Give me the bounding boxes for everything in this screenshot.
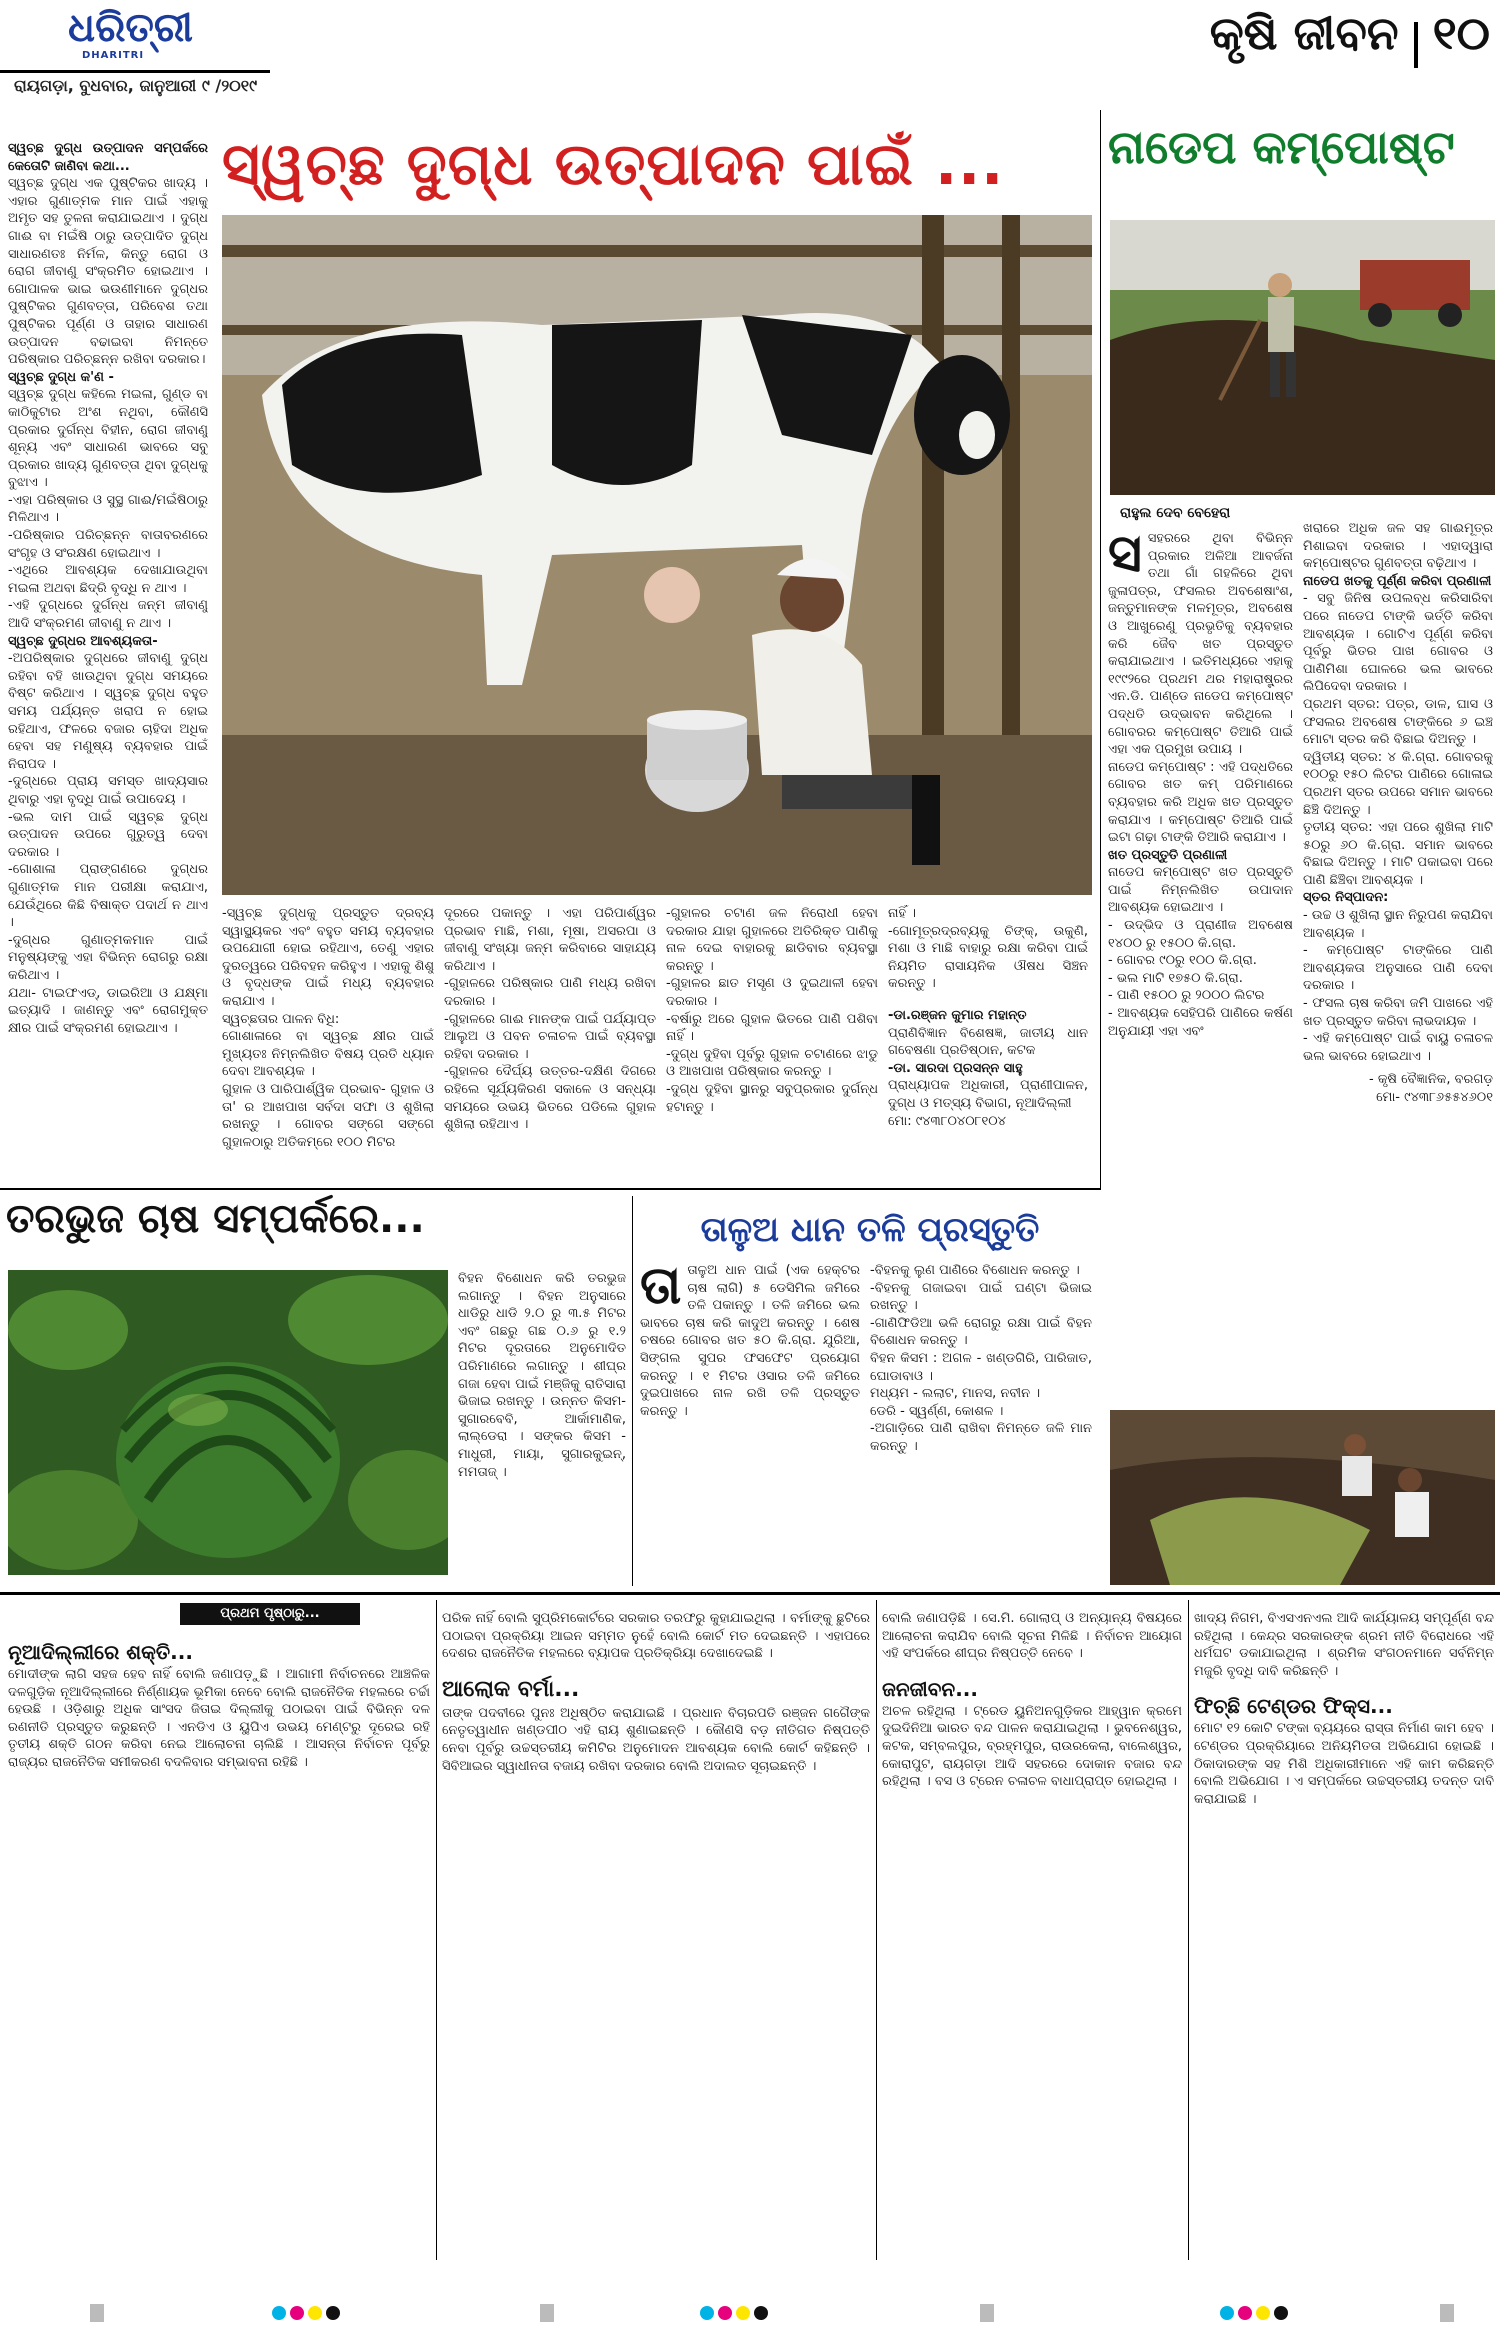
milk-paragraph: -ପରିଷ୍କାର ପରିଚ୍ଛନ୍ନ ବାତାବରଣରେ ସଂଗୃହ ଓ ସଂରକ୍ଷଣ ହୋଇଥାଏ । [8, 528, 208, 561]
milk-paragraph: -ଗୋଶାଳା ପ୍ରାଙ୍ଗଣରେ ଦୁଗ୍ଧର ଗୁଣାତ୍ମକ ମାନ ପରୀକ୍ଷା କରାଯାଏ, ଯେଉଁଥିରେ କିଛି ବିଷାକ୍ତ ପଦାର୍ଥ ନ ଥାଏ । [8, 862, 208, 931]
compost-subheading: ନାଡେପ ଖତକୁ ପୂର୍ଣ୍ଣ କରିବା ପ୍ରଣାଳୀ [1303, 573, 1492, 589]
milk-bottom-column-3: -ଗୁହାଳର ଚଟାଣ ଜଳ ନିରୋଧୀ ହେବା ଦରକାର ଯାହା ଗୁହାଳରେ ଅତିରିକ୍ତ ପାଣିକୁ ନାଳ ଦେଇ ବାହାରକୁ ଛାଡିବାର ବ୍ୟବସ୍ଥା କରନ୍ତୁ । -ଗୁହାଳର ଛାତ ମସୃଣ ଓ ଦୁଇଥାଳୀ ହେବା ଦରକାର । -ବର୍ଷାରୁ ଅରେ ଗୁହାଳ ଭିତରେ ପାଣି ପଶିବା ନାହିଁ । -ଦୁଗ୍ଧ ଦୁହିବା ପୂର୍ବରୁ ଗୁହାଳ ଚଟାଣରେ ଝାଡୁ ଓ ଆଖପାଖ ପରିଷ୍କାର କରନ୍ତୁ । -ଦୁଗ୍ଧ ଦୁହିବା ସ୍ଥାନରୁ ସବୁପ୍ରକାର ଦୁର୍ଗନ୍ଧ ହଟାନ୍ତୁ । [666, 906, 878, 1115]
milk-subheading: ସ୍ୱଚ୍ଛ ଦୁଗ୍ଧର ଆବଶ୍ୟକତା- [8, 633, 158, 649]
compost-paragraph: ସହରରେ ଥିବା ବିଭିନ୍ନ ପ୍ରକାର ଅଳିଆ ଆବର୍ଜନା ତଥା ଗାଁ ଗହଳିରେ ଥିବା ଜୁଳାପତ୍ର, ଫସଲର ଅବଶେଷାଂଶ, ଜନ୍ତୁମାନଙ୍କ ମଳମୂତ୍ର, ଅବଶେଷ ଓ ଆଖୁରେଣୁ ପ୍ରଭୃତିକୁ ବ୍ୟବହାର କରି ଜୈବ ଖତ ପ୍ରସ୍ତୁତ କରାଯାଇଥାଏ । ଇତିମଧ୍ୟରେ ଏହାକୁ ୧୯୯୨ରେ ପ୍ରଥମ ଥର ମହାରାଷ୍ଟ୍ରର ଏନ.ଡି. ପାଣ୍ଡେ ନାଡେପ କମ୍ପୋଷ୍ଟ ପଦ୍ଧତି ଉଦ୍ଭାବନ କରିଥିଲେ । ଗୋବରର କମ୍ପୋଷ୍ଟ ତିଆରି ପାଇଁ ଏହା ଏକ ପ୍ରମୁଖ ଉପାୟ । [1108, 531, 1293, 758]
paddy-column-2: -ବିହନକୁ ଲୁଣ ପାଣିରେ ବିଶୋଧନ କରନ୍ତୁ । -ବିହନକୁ ଗଜାଇବା ପାଇଁ ଘଣ୍ଟା ଭିଜାଇ ରଖନ୍ତୁ । -ଗାଣିଫିଡିଆ ଭଳି ରୋଗରୁ ରକ୍ଷା ପାଇଁ ବିହନ ବିଶୋଧନ କରନ୍ତୁ । ବିହନ କିସମ : ଅଗଳ - ଖଣ୍ଡଗିରି, ପାରିଜାତ, ଘୋଡାବାଓ । ମଧ୍ୟମ - ଲଲାଟ, ମାନସ, ନବୀନ । ଡେରି - ସ୍ୱର୍ଣ୍ଣ, କୋଶଳ । -ଅଗାଡ଼ିରେ ପାଣି ରାଖିବା ନିମନ୍ତେ ଜଳି ମାନ କରନ୍ତୁ । [870, 1263, 1092, 1454]
author-role: ପ୍ରାଣିବିଜ୍ଞାନ ବିଶେଷଜ୍ଞ, ଜାତୀୟ ଧାନ ଗବେଷଣା ପ୍ରତିଷ୍ଠାନ, କଟକ [888, 1025, 1088, 1059]
cyan-swatch [700, 2306, 714, 2320]
column-divider [632, 1196, 633, 1586]
story-title: ନୂଆଦିଲ୍ଲୀରେ ଶକ୍ତି... [8, 1640, 193, 1664]
section-rule [0, 1188, 1100, 1190]
milk-paragraph: -ଦୁଗ୍ଧର ଗୁଣାତ୍ମକମାନ ପାଇଁ ମନୁଷ୍ୟଙ୍କୁ ଏହା ବିଭିନ୍ନ ରୋଗରୁ ରକ୍ଷା କରିଥାଏ । [8, 932, 208, 983]
compost-pit-illustration [1110, 1410, 1495, 1585]
compost-credit: - କୃଷି ବୈଜ୍ଞାନିକ, ବରଗଡ଼ [1369, 1072, 1493, 1088]
story-paragraph: ଖାଦ୍ୟ ନିଗମ, ବିଏସଏନଏଲ ଆଦି କାର୍ଯ୍ୟାଳୟ ସମ୍ପୂର୍ଣ୍ଣ ବନ୍ଦ ରହିଥିଲା । କେନ୍ଦ୍ର ସରକାରଙ୍କ ଶ୍ରମ ନୀତି ବିରୋଧରେ ଏହି ଧର୍ମଘଟ ଡକାଯାଇଥିଲା । ଶ୍ରମିକ ସଂଗଠନମାନେ ସର୍ବନିମ୍ନ ମଜୁରି ବୃଦ୍ଧି ଦାବି କରିଛନ୍ତି । [1194, 1611, 1494, 1679]
lower-column-1 [8, 1638, 430, 2250]
milk-headline: ସ୍ୱଚ୍ଛ ଦୁଗ୍ଧ ଉତ୍ପାଦନ ପାଇଁ ... [222, 130, 1005, 198]
compost-subheading: ଖତ ପ୍ରସ୍ତୁତି ପ୍ରଣାଳୀ [1108, 847, 1228, 863]
milk-subheading: ସ୍ୱଚ୍ଛ ଦୁଗ୍ଧ କ'ଣ - [8, 369, 114, 385]
logo-subtitle: DHARITRI [82, 50, 145, 61]
column-divider [1188, 1600, 1189, 2260]
cyan-swatch [272, 2306, 286, 2320]
milk-paragraph: -ଏହି ଦୁଗ୍ଧରେ ଦୁର୍ଗନ୍ଧ ଜନ୍ମ ଜୀବାଣୁ ଆଦି ସଂକ୍ରମଣ ଜୀବାଣୁ ନ ଥାଏ । [8, 598, 208, 632]
section-divider [1414, 22, 1418, 68]
cow-milking-illustration [222, 215, 1092, 895]
author-credit: -ଡା.ରଞ୍ଜନ କୁମାର ମହାନ୍ତ [888, 1007, 1027, 1023]
paddy-paragraph: ତାଳୁଅ ଧାନ ପାଇଁ (ଏକ ହେକ୍ଟର ଚାଷ ଲାଗି) ୫ ଡେସିମିଲ ଜମିରେ ତଳି ପକାନ୍ତୁ । ତଳି ଜମିରେ ଭଲ ଭାବରେ ଚାଷ କରି କାଦୁଅ କରନ୍ତୁ । ଶେଷ ଚଷରେ ଗୋବର ଖତ ୫୦ କି.ଗ୍ରା. ଯୁରିଆ, ସିଙ୍ଗଲ ସୁପର ଫସଫେଟ ପ୍ରୟୋଗ କରନ୍ତୁ । ୧ ମିଟର ଓସାର ତଳି ଜମିରେ ଦୁଇପାଖରେ ନାଳ ରଖି ତଳି ପ୍ରସ୍ତୁତ କରନ୍ତୁ । [640, 1263, 860, 1419]
milk-paragraph: ସ୍ୱଚ୍ଛ ଦୁଗ୍ଧ କହିଲେ ମଇଳା, ଗୁଣ୍ଡ ବା କାଠିକୁଟାର ଅଂଶ ନଥିବା, କୌଣସି ପ୍ରକାର ଦୁର୍ଗନ୍ଧ ବିହୀନ, ରୋଗ ଜୀବାଣୁ ଶୂନ୍ୟ ଏବଂ ସାଧାରଣ ଭାବରେ ସବୁ ପ୍ରକାର ଖାଦ୍ୟ ଗୁଣବତ୍ତା ଥିବା ଦୁଗ୍ଧକୁ ବୁଝାଏ । [8, 387, 208, 491]
black-swatch [1274, 2306, 1288, 2320]
yellow-swatch [1256, 2306, 1270, 2320]
milk-paragraph: -ଦୁଗ୍ଧରେ ପ୍ରାୟ ସମସ୍ତ ଖାଦ୍ୟସାର ଥିବାରୁ ଏହା ବୃଦ୍ଧି ପାଇଁ ଉପାଦେୟ । [8, 774, 208, 807]
masthead-rule [0, 70, 270, 73]
milk-paragraph: -ଏଥିରେ ଆବଶ୍ୟକ ଦେଖାଯାଉଥିବା ମଇଳା ଅଥବା ଛିଦ୍ରି ବୃଦ୍ଧି ନ ଥାଏ । [8, 563, 208, 596]
masthead [0, 0, 1500, 100]
logo [68, 6, 228, 62]
yellow-swatch [308, 2306, 322, 2320]
continued-label: ପ୍ରଥମ ପୃଷ୍ଠାରୁ... [180, 1603, 360, 1625]
section-name: କୃଷି ଜୀବନ [1209, 6, 1399, 60]
magenta-swatch [1238, 2306, 1252, 2320]
watermelon-illustration [8, 1270, 448, 1575]
magenta-swatch [718, 2306, 732, 2320]
black-swatch [326, 2306, 340, 2320]
milk-paragraph: ସ୍ୱଚ୍ଛ ଦୁଗ୍ଧ ଏକ ପୁଷ୍ଟିକର ଖାଦ୍ୟ । ଏହାର ଗୁଣାତ୍ମକ ମାନ ପାଇଁ ଏହାକୁ ଅମୃତ ସହ ତୁଳନା କରାଯାଇଥାଏ । ଦୁଗ୍ଧ ଗାଈ ବା ମଇଁଷି ଠାରୁ ଉତ୍ପାଦିତ ଦୁଗ୍ଧ ସାଧାରଣତଃ ନିର୍ମଳ, କିନ୍ତୁ ରୋଗ ଓ ରୋଗ ଜୀବାଣୁ ସଂକ୍ରମିତ ହୋଇଥାଏ । ଗୋପାଳକ ଭାଇ ଭଉଣୀମାନେ ଦୁଗ୍ଧର ପୁଷ୍ଟିକର ଗୁଣବତ୍ତା, ପରିବେଶ ତଥା ପୁଷ୍ଟିକର ପୂର୍ଣ୍ଣ ଓ ତାହାର ସାଧାରଣ ଉତ୍ପାଦନ ବଢାଇବା ନିମନ୍ତେ ପରିଷ୍କାର ପରିଚ୍ଛନ୍ନ ରଖିବା ଦରକାର। [8, 176, 208, 368]
milk-paragraph: ଯଥା- ଟାଇଫଏଡ୍, ଡାଇରିଆ ଓ ଯକ୍ଷ୍ମା ଇତ୍ୟାଦି । ଜାଣନ୍ତୁ ଏବଂ ରୋଗମୁକ୍ତ କ୍ଷୀର ପାଇଁ ସଂକ୍ରମଣ ହୋଇଥାଏ । [8, 985, 208, 1036]
watermelon-photo [8, 1270, 448, 1575]
milk-paragraph: ନାହିଁ । -ଗୋମୂତ୍ରଦ୍ରବ୍ୟକୁ ଚିଙ୍କ୍, ଉକୁଣି, ମଶା ଓ ମାଛି ବାହାରୁ ରକ୍ଷା କରିବା ପାଇଁ ନିୟମିତ ରାସାୟନିକ ଔଷଧ ସିଞ୍ଚନ କରନ୍ତୁ । [888, 906, 1088, 992]
compost-subheading: ସ୍ତର ନିସ୍ପାଦନ: [1303, 890, 1389, 906]
story-title: ଜନଜୀବନ... [882, 1676, 978, 1701]
dropcap: ସ [1108, 530, 1142, 584]
compost-paragraph: ଖରାରେ ଅଧିକ ଜଳ ସହ ଗାଈମୂତ୍ର ମିଶାଇବା ଦରକାର । ଏହାଦ୍ୱାରା କମ୍ପୋଷ୍ଟର ଗୁଣବତ୍ତା ବଢ଼ିଥାଏ । [1303, 521, 1493, 572]
compost-paragraph: - ଏହି କମ୍ପୋଷ୍ଟ ପାଇଁ ବାୟୁ ଚଳାଚଳ ଭଲ ଭାବରେ ହୋଇଥାଏ । [1303, 1031, 1493, 1064]
compost-paragraph: - ଉଚ୍ଚ ଓ ଶୁଖିଲା ସ୍ଥାନ ନିରୁପଣ କରାଯିବା ଆବଶ୍ୟକ । [1303, 908, 1493, 941]
paddy-column-1 [640, 1262, 860, 1582]
compost-photo [1110, 220, 1495, 495]
compost-paragraph: ନାଡେପ କମ୍ପୋଷ୍ଟ ଖତ ପ୍ରସ୍ତୁତି ପାଇଁ ନିମ୍ନଲିଖିତ ଉପାଦାନ ଆବଶ୍ୟକ ହୋଇଥାଏ । [1108, 865, 1293, 916]
compost-paragraph: - ଭଲ ମାଟି ୧୭୫୦ କି.ଗ୍ରା. [1108, 970, 1243, 986]
column-divider [1100, 110, 1101, 1190]
compost-paragraph: - ପାଣି ୧୫୦୦ ରୁ ୨୦୦୦ ଲିଟର [1108, 988, 1265, 1004]
compost-paragraph: ନାଡେପ କମ୍ପୋଷ୍ଟ : ଏହି ପଦ୍ଧତିରେ ଗୋବର ଖତ କମ୍ ପରିମାଣରେ ବ୍ୟବହାର କରି ଅଧିକ ଖତ ପ୍ରସ୍ତୁତ କରାଯାଏ । କମ୍ପୋଷ୍ଟ ତିଆରି ପାଇଁ ଇଟା ଗଢ଼ା ଟାଙ୍କି ତିଆରି କରାଯାଏ । [1108, 759, 1293, 846]
story-paragraph: ବୋଲି ଜଣାପଡ଼ିଛି । ସେ.ମି. ଗୋଲାପ୍ ଓ ଅନ୍ୟାନ୍ୟ ବିଷୟରେ ଆଲୋଚନା କରାଯିବ ବୋଲି ସୂଚନା ମିଳିଛି । ନିର୍ବାଚନ ଆୟୋଗ ଏହି ସଂପର୍କରେ ଶୀଘ୍ର ନିଷ୍ପତ୍ତି ନେବେ । [882, 1611, 1182, 1662]
compost-headline: ନାଡେପ କମ୍ପୋଷ୍ଟ [1108, 120, 1455, 174]
story-paragraph: ତାଙ୍କ ପଦବୀରେ ପୁନଃ ଅଧିଷ୍ଠିତ କରାଯାଇଛି । ପ୍ରଧାନ ବିଚାରପତି ରଞ୍ଜନ ଗଗୈଙ୍କ ନେତୃତ୍ୱାଧୀନ ଖଣ୍ଡପୀଠ ଏହି ରାୟ ଶୁଣାଇଛନ୍ତି । କୌଣସି ବଡ଼ ନୀତିଗତ ନିଷ୍ପତ୍ତି ନେବା ପୂର୍ବରୁ ଉଚ୍ଚସ୍ତରୀୟ କମିଟିର ଅନୁମୋଦନ ଆବଶ୍ୟକ ବୋଲି କୋର୍ଟ କହିଛନ୍ତି । ସିବିଆଇର ସ୍ୱାଧୀନତା ବଜାୟ ରଖିବା ଦରକାର ବୋଲି ଅଦାଲତ ସୂଚାଇଛନ୍ତି । [442, 1705, 870, 1774]
compost-photo-2 [1110, 1410, 1495, 1585]
compost-phone: ମୋ- ୯୪୩୮୬୫୫୪୬୦୧ [1376, 1090, 1493, 1105]
gray-block [1440, 2304, 1454, 2322]
author-phone: ମୋ: ୯୪୩୮୦୪୦୮୧୦୪ [888, 1113, 1006, 1129]
milk-bottom-column-4 [888, 905, 1088, 1175]
milk-intro-heading: ସ୍ୱଚ୍ଛ ଦୁଗ୍ଧ ଉତ୍ପାଦନ ସମ୍ପର୍କରେ କେତୋଟି ଜାଣିବା କଥା... [8, 141, 208, 174]
author-credit: -ଡା. ସାରଦା ପ୍ରସନ୍ନ ସାହୁ [888, 1060, 1023, 1076]
section-title [1140, 6, 1490, 76]
milk-bottom-column-2: ଦୂରରେ ପକାନ୍ତୁ । ଏହା ପରିପାର୍ଶ୍ୱର ପ୍ରଭାବ ମାଛି, ମଶା, ମୂଷା, ଅସରପା ଓ ଜୀବାଣୁ ସଂଖ୍ୟା ଜନ୍ମ କରିବାରେ ସାହାଯ୍ୟ କରିଥାଏ । -ଗୁହାଳରେ ପରିଷ୍କାର ପାଣି ମଧ୍ୟ ରଖିବା ଦରକାର । -ଗୁହାଳରେ ଗାଈ ମାନଙ୍କ ପାଇଁ ପର୍ଯ୍ୟାପ୍ତ ଆଲୁଅ ଓ ପବନ ଚଳାଚଳ ପାଇଁ ବ୍ୟବସ୍ଥା ରହିବା ଦରକାର । -ଗୁହାଳର ଦୈର୍ଘ୍ୟ ଉତ୍ତର-ଦକ୍ଷିଣ ଦିଗରେ ରହିଲେ ସୂର୍ଯ୍ୟକିରଣ ସକାଳେ ଓ ସନ୍ଧ୍ୟା ସମୟରେ ଉଭୟ ଭିତରେ ପଡିଲେ ଗୁହାଳ ଶୁଖିଲା ରହିଥାଏ । [444, 906, 656, 1133]
compost-illustration [1110, 220, 1495, 495]
paddy-headline: ତାଳୁଅ ଧାନ ତଳି ପ୍ରସ୍ତୁତି [700, 1210, 1040, 1250]
story-paragraph: ମୋଦୀଙ୍କ ଲାଗି ସହଜ ହେବ ନାହିଁ ବୋଲି ଜଣାପଡ଼ୁଛି । ଆଗାମୀ ନିର୍ବାଚନରେ ଆଞ୍ଚଳିକ ଦଳଗୁଡ଼ିକ ନୂଆଦିଲ୍ଲୀରେ ନିର୍ଣ୍ଣାୟକ ଭୂମିକା ନେବେ ବୋଲି ରାଜନୈତିକ ମହଲରେ ଚର୍ଚ୍ଚା ହେଉଛି । ଓଡ଼ିଶାରୁ ଅଧିକ ସାଂସଦ ଜିତାଇ ଦିଲ୍ଲୀକୁ ପଠାଇବା ପାଇଁ ବିଭିନ୍ନ ଦଳ ରଣନୀତି ପ୍ରସ୍ତୁତ କରୁଛନ୍ତି । ଏନଡିଏ ଓ ୟୁପିଏ ଉଭୟ ମେଣ୍ଟରୁ ଦୂରେଇ ରହି ତୃତୀୟ ଶକ୍ତି ଗଠନ କରିବା ନେଇ ଆଲୋଚନା ଚାଲିଛି । ଆସନ୍ତା ନିର୍ବାଚନ ପୂର୍ବରୁ ରାଜ୍ୟର ରାଜନୈତିକ ସମୀକରଣ ବଦଳିବାର ସମ୍ଭାବନା ରହିଛି । [8, 1667, 430, 1770]
dropcap: ତା [640, 1262, 682, 1316]
milk-bottom-column-1: -ସ୍ୱଚ୍ଛ ଦୁଗ୍ଧକୁ ପ୍ରସ୍ତୁତ ଦ୍ରବ୍ୟ ସ୍ୱାସ୍ଥ୍ୟକର ଏବଂ ବହୁତ ସମୟ ବ୍ୟବହାର ଉପଯୋଗୀ ହୋଇ ରହିଥାଏ, ତେଣୁ ଏହାର ଦୁରତ୍ୱରେ ପରିବହନ କରିହୁଏ । ଏହାକୁ ଶିଶୁ ଓ ବୃଦ୍ଧଙ୍କ ପାଇଁ ମଧ୍ୟ ବ୍ୟବହାର କରାଯାଏ । ସ୍ୱଚ୍ଛତାର ପାଳନ ବିଧି: ଗୋଶାଳାରେ ବା ସ୍ୱଚ୍ଛ କ୍ଷୀର ପାଇଁ ମୁଖ୍ୟତଃ ନିମ୍ନଲିଖିତ ବିଷୟ ପ୍ରତି ଧ୍ୟାନ ଦେବା ଆବଶ୍ୟକ । ଗୁହାଳ ଓ ପାରିପାର୍ଶ୍ୱିକ ପ୍ରଭାବ- ଗୁହାଳ ଓ ତା' ର ଆଖପାଖ ସର୍ବଦା ସଫା ଓ ଶୁଖିଲା ରଖନ୍ତୁ । ଗୋବର ସଙ୍ଗେ ସଙ୍ଗେ ଗୁହାଳଠାରୁ ଅତିକମ୍‌ରେ ୧୦୦ ମିଟର [222, 906, 434, 1150]
page-number: ୧୦ [1432, 6, 1490, 60]
column-divider [436, 1600, 437, 2260]
author-role: ପ୍ରାଧ୍ୟାପକ ଅଧିକାରୀ, ପ୍ରାଣୀପାଳନ, ଦୁଗ୍ଧ ଓ ମତ୍ସ୍ୟ ବିଭାଗ, ନୂଆଦିଲ୍ଲୀ [888, 1078, 1088, 1111]
watermelon-body: ବିହନ ବିଶୋଧନ କରି ତରଭୁଜ ଲଗାନ୍ତୁ । ବିହନ ଅନୁସାରେ ଧାଡିରୁ ଧାଡି ୨.୦ ରୁ ୩.୫ ମିଟର ଏବଂ ଗଛରୁ ଗଛ ୦.୬ ରୁ ୧.୨ ମିଟର ଦୂରତାରେ ଅନୁମୋଦିତ ପରିମାଣରେ ଲଗାନ୍ତୁ । ଶୀଘ୍ର ଗଜା ହେବା ପାଇଁ ମଞ୍ଜିକୁ ରାତିସାରା ଭିଜାଇ ରଖନ୍ତୁ । ଉନ୍ନତ କିସମ- ସୁଗାରବେବି, ଆର୍କାମାଣିକ, ଲାଲ୍‌ଡେରା । ସଙ୍କର କିସମ - ମାଧୁରୀ, ମାୟା, ସୁଗାରକୁଇନ୍, ମମତାଜ୍ । [458, 1271, 626, 1480]
story-title: ଫିଚ୍ଛି ଟେଣ୍ଡର ଫିକ୍ସ... [1194, 1694, 1393, 1719]
gray-block [980, 2304, 994, 2322]
compost-paragraph: - ଉଦ୍ଭିଦ ଓ ପ୍ରାଣୀଜ ଅବଶେଷ ୧୪୦୦ ରୁ ୧୫୦୦ କି.ଗ୍ରା. [1108, 918, 1293, 951]
milk-left-column [8, 140, 208, 1180]
compost-paragraph: - ସବୁ ଜିନିଷ ଉପଲବ୍ଧ କରିସାରିବା ପରେ ନାଡେପ ଟାଙ୍କି ଭର୍ତ୍ତି କରିବା ଆବଶ୍ୟକ । ଗୋଟିଏ ପୂର୍ଣ୍ଣ କରିବା ପୂର୍ବରୁ ଭିତର ପାଖ ଗୋବର ଓ ପାଣିମିଶା ଘୋଳରେ ଭଲ ଭାବରେ ଲିପିଦେବା ଦରକାର । [1303, 591, 1493, 695]
gray-block [90, 2304, 104, 2322]
magenta-swatch [290, 2306, 304, 2320]
cow-milking-photo [222, 215, 1092, 895]
dateline: ରାୟଗଡ଼ା, ବୁଧବାର, ଜାନୁଆରୀ ୯ /୨୦୧୯ [14, 76, 258, 95]
column-divider [876, 1600, 877, 2260]
logo-text: ଧରିତ୍ରୀ [68, 4, 193, 51]
cyan-swatch [1220, 2306, 1234, 2320]
compost-paragraph: - ଗୋବର ୯୦ରୁ ୧୦୦ କି.ଗ୍ରା. [1108, 953, 1257, 969]
lower-column-4 [1194, 1610, 1494, 2250]
compost-byline: ରାହୁଲ ଦେବ ବେହେରା [1120, 505, 1231, 521]
story-paragraph: ପରିକ ନାହିଁ ବୋଲି ସୁପ୍ରିମକୋର୍ଟରେ ସରକାର ତରଫରୁ କୁହାଯାଇଥିଲା । ବର୍ମାଙ୍କୁ ଛୁଟିରେ ପଠାଇବା ପ୍ରକ୍ରିୟା ଆଇନ ସମ୍ମତ ନୁହେଁ ବୋଲି କୋର୍ଟ ମତ ଦେଇଛନ୍ତି । ଏହାପରେ ଦେଶର ରାଜନୈତିକ ମହଲରେ ବ୍ୟାପକ ପ୍ରତିକ୍ରିୟା ଦେଖାଦେଇଛି । [442, 1611, 870, 1662]
compost-paragraph: - ଆବଶ୍ୟକ ସେହିପରି ପାଣିରେ କର୍ଷଣ ଅନୁଯାୟୀ ଏହା ଏବଂ [1108, 1006, 1293, 1039]
compost-paragraph: ପ୍ରଥମ ସ୍ତର: ପତ୍ର, ଡାଳ, ଘାସ ଓ ଫସଲର ଅବଶେଷ ଟାଙ୍କିରେ ୬ ଇଞ୍ଚ ମୋଟା ସ୍ତର କରି ବିଛାଇ ଦିଅନ୍ତୁ । [1303, 696, 1493, 748]
milk-paragraph: -ଭଲ ଦାମ ପାଇଁ ସ୍ୱଚ୍ଛ ଦୁଗ୍ଧ ଉତ୍ପାଦନ ଉପରେ ଗୁରୁତ୍ୱ ଦେବା ଦରକାର । [8, 809, 208, 860]
milk-paragraph: -ଅପରିଷ୍କାର ଦୁଗ୍ଧରେ ଜୀବାଣୁ ଦୁଗ୍ଧ ରହିବା ବହି ଖାଉଥିବା ଦୁଗ୍ଧ ସମୟରେ ବିଷ୍ଟ କରିଥାଏ । ସ୍ୱଚ୍ଛ ଦୁଗ୍ଧ ବହୁତ ସମୟ ପର୍ଯ୍ୟନ୍ତ ଖରାପ ନ ହୋଇ ରହିଥାଏ, ଫଳରେ ବଜାର ଚାହିଦା ଅଧିକ ହେବା ସହ ମଣୁଷ୍ୟ ବ୍ୟବହାର ପାଇଁ ନିରାପଦ । [8, 651, 208, 772]
gray-block [540, 2304, 554, 2322]
compost-column-2 [1303, 520, 1493, 1400]
story-paragraph: ମୋଟ ୧୨ କୋଟି ଟଙ୍କା ବ୍ୟୟରେ ରାସ୍ତା ନିର୍ମାଣ କାମ ହେବ । ଟେଣ୍ଡର ପ୍ରକ୍ରିୟାରେ ଅନିୟମିତତା ଅଭିଯୋଗ ହୋଇଛି । ଠିକାଦାରଙ୍କ ସହ ମିଶି ଅଧିକାରୀମାନେ ଏହି କାମ କରିଛନ୍ତି ବୋଲି ଅଭିଯୋଗ । ଏ ସମ୍ପର୍କରେ ଉଚ୍ଚସ୍ତରୀୟ ତଦନ୍ତ ଦାବି କରାଯାଇଛି । [1194, 1721, 1494, 1807]
compost-column-1 [1108, 530, 1293, 1245]
watermelon-headline: ତରଭୁଜ ଚାଷ ସମ୍ପର୍କରେ... [6, 1196, 425, 1242]
lower-column-2 [442, 1610, 870, 2250]
print-color-bar [0, 2300, 1500, 2330]
compost-paragraph: ଦ୍ୱିତୀୟ ସ୍ତର: ୪ କି.ଗ୍ରା. ଗୋବରକୁ ୧୦୦ରୁ ୧୫୦ ଲିଟର ପାଣିରେ ଗୋଳାଇ ପ୍ରଥମ ସ୍ତର ଉପରେ ସମାନ ଭାବରେ ଛିଞ୍ଚି ଦିଅନ୍ତୁ । [1303, 749, 1493, 818]
milk-paragraph: -ଏହା ପରିଷ୍କାର ଓ ସୁସ୍ଥ ଗାଈ/ମଇଁଷିଠାରୁ ମିଳିଥାଏ । [8, 492, 208, 526]
section-rule [0, 1592, 1500, 1595]
lower-column-3 [882, 1610, 1182, 2250]
compost-paragraph: - ଫସଲ ଚାଷ କରିବା ଜମି ପାଖରେ ଏହି ଖତ ପ୍ରସ୍ତୁତ କରିବା ଲାଭଦାୟକ । [1303, 996, 1493, 1029]
black-swatch [754, 2306, 768, 2320]
compost-paragraph: ତୃତୀୟ ସ୍ତର: ଏହା ପରେ ଶୁଖିଲା ମାଟି ୫୦ରୁ ୬୦ କି.ଗ୍ରା. ସମାନ ଭାବରେ ବିଛାଇ ଦିଅନ୍ତୁ । ମାଟି ପକାଇବା ପରେ ପାଣି ଛିଞ୍ଚିବା ଆବଶ୍ୟକ । [1303, 820, 1493, 888]
compost-paragraph: - କମ୍ପୋଷ୍ଟ ଟାଙ୍କିରେ ପାଣି ଆବଶ୍ୟକତା ଅନୁସାରେ ପାଣି ଦେବା ଦରକାର । [1303, 943, 1493, 994]
story-paragraph: ଅଚଳ ରହିଥିଲା । ଟ୍ରେଡ ୟୁନିଅନଗୁଡ଼ିକର ଆହ୍ୱାନ କ୍ରମେ ଦୁଇଦିନିଆ ଭାରତ ବନ୍ଦ ପାଳନ କରାଯାଇଥିଲା । ଭୁବନେଶ୍ୱର, କଟକ, ସମ୍ବଲପୁର, ବ୍ରହ୍ମପୁର, ରାଉରକେଲା, ବାଲେଶ୍ୱର, କୋରାପୁଟ, ରାୟଗଡ଼ା ଆଦି ସହରରେ ଦୋକାନ ବଜାର ବନ୍ଦ ରହିଥିଲା । ବସ ଓ ଟ୍ରେନ ଚଳାଚଳ ବାଧାପ୍ରାପ୍ତ ହୋଇଥିଲା । [882, 1703, 1182, 1790]
yellow-swatch [736, 2306, 750, 2320]
story-title: ଆଲୋକ ବର୍ମା... [442, 1676, 580, 1702]
